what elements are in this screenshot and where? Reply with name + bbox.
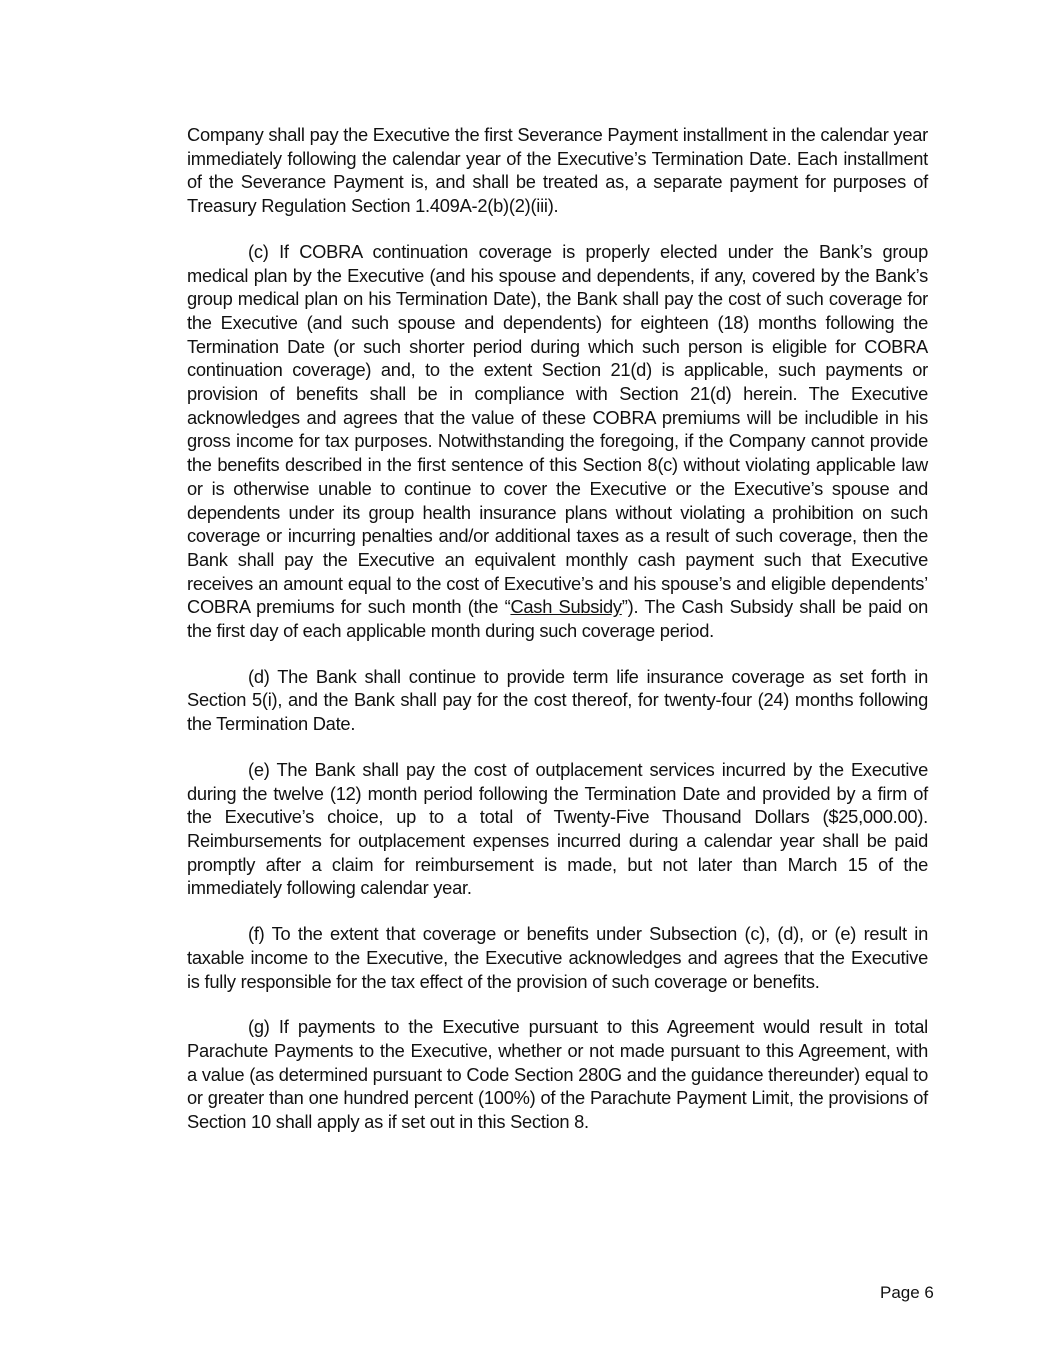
paragraph-c-text: (c) If COBRA continuation coverage is properly elected under the Bank’s group medical plan by the Executive (and his spouse and dependents, if any, covered by the Bank’s group medical plan on his Termination Date), the Bank shall pay the cost of such coverage for the Executive (and such spouse and dependents) for eighteen (18) months following the Termination Date (or such shorter period during which such person is eligible for COBRA continuation coverage) and, to the extent Section 21(d) is applicable, such payments or provision of benefits shall be in compliance with Section 21(d) herein. The Executive acknowledges and agrees that the value of these COBRA premiums will be includible in his gross income for tax purposes. Notwithstanding the foregoing, if the Company cannot provide the benefits described in the first sentence of this Section 8(c) without violating applicable law or is otherwise unable to continue to cover the Executive or the Executive’s spouse and dependents under its group health insurance plans without violating a prohibition on such coverage or incurring penalties and/or additional taxes as a result of such coverage, then the Bank shall pay the Executive an equivalent monthly cash payment such that Executive receives an amount equal to the cost of Executive’s and his spouse’s and eligible dependents’ COBRA premiums for such month (the “ — [187, 240, 928, 618]
paragraph-e: (e) The Bank shall pay the cost of outplacement services incurred by the Executive during the twelve (12) month period following the Termination Date and provided by a firm of the Executive’s choice, up to a total of Twenty-Five Thousand Dollars ($25,000.00). Reimbursements for outplacement expenses incurred during a calendar year shall be paid promptly after a claim for reimbursement is made, but not later than March 15 of the immediately following calendar year. — [187, 758, 928, 899]
paragraph-f: (f) To the extent that coverage or benefits under Subsection (c), (d), or (e) result in taxable income to the Executive, the Executive acknowledges and agrees that the Executive is fully responsible for the tax effect of the provision of such coverage or benefits. — [187, 923, 928, 992]
paragraph-c-text-end: ”). The Cash Subsidy shall be paid on the first day of each applicable month during such coverage period. — [187, 596, 928, 642]
paragraph-g: (g) If payments to the Executive pursuant to this Agreement would result in total Parachute Payments to the Executive, whether or not made pursuant to this Agreement, with a value (as determined pursuant to Code Section 280G and the guidance thereunder) equal to or greater than one hundred percent (100%) of the Parachute Payment Limit, the provisions of Section 10 shall apply as if set out in this Section 8. — [187, 1016, 928, 1133]
paragraph-c — [187, 240, 928, 643]
document-page — [187, 123, 928, 1156]
paragraph-intro: Company shall pay the Executive the first Severance Payment installment in the calendar year immediately following the calendar year of the Executive’s Termination Date. Each installment of the Severance Payment is, and shall be treated as, a separate payment for purposes of Treasury Regulation Section 1.409A-2(b)(2)(iii). — [187, 124, 928, 217]
paragraph-d: (d) The Bank shall continue to provide term life insurance coverage as set forth in Section 5(i), and the Bank shall pay for the cost thereof, for twenty-four (24) months following the Termination Date. — [187, 665, 928, 735]
cash-subsidy-defined-term: Cash Subsidy — [510, 596, 622, 618]
page-number: Page 6 — [880, 1283, 934, 1302]
